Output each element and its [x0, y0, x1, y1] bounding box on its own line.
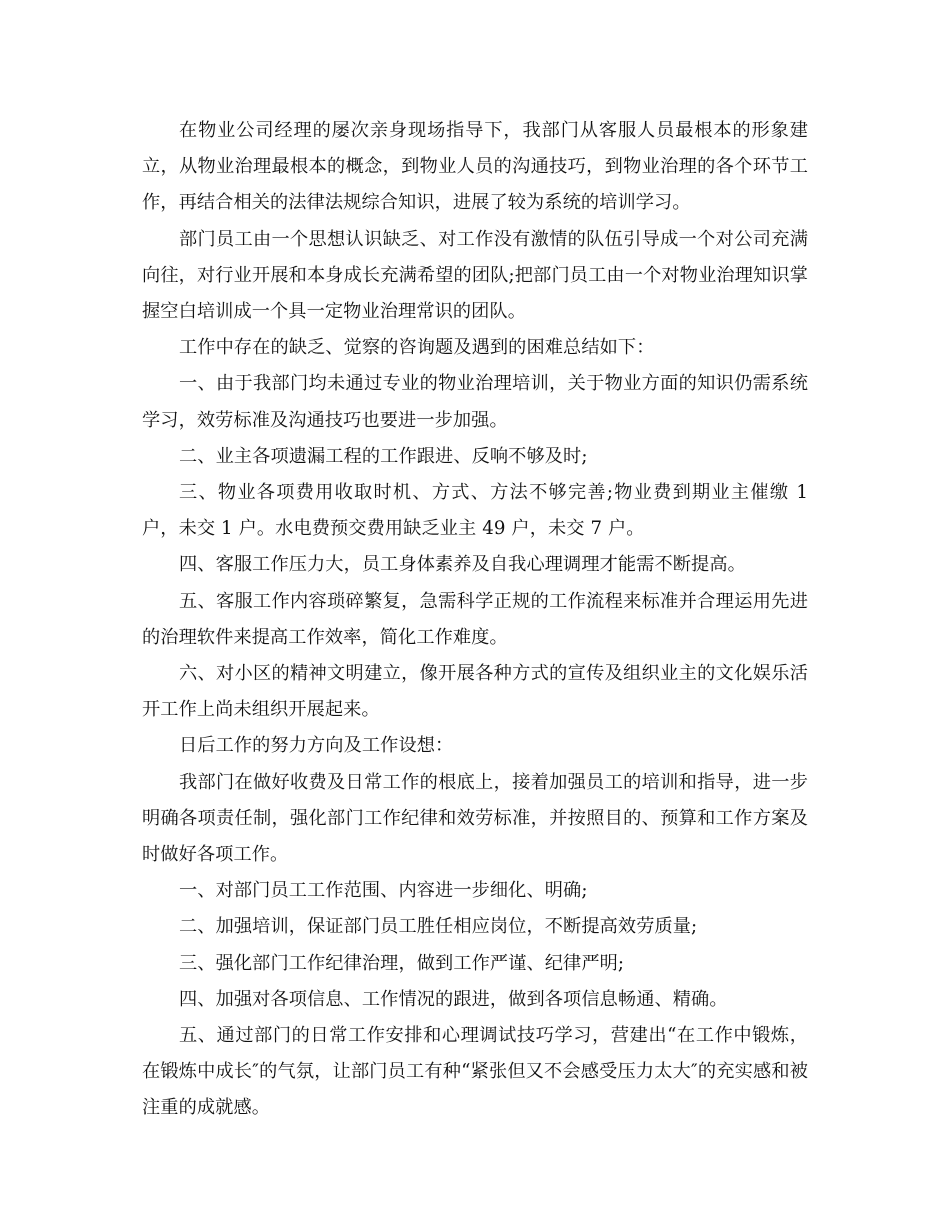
paragraph-plan-2: 二、加强培训，保证部门员工胜任相应岗位，不断提高效劳质量;	[179, 916, 698, 938]
paragraph-problem-2: 二、业主各项遗漏工程的工作跟进、反响不够及时;	[179, 445, 588, 467]
paragraph-plan-1: 一、对部门员工工作范围、内容进一步细化、明确;	[179, 880, 588, 902]
paragraph-plans-heading: 日后工作的努力方向及工作设想：	[179, 735, 454, 757]
paragraph-plan-5: 五、通过部门的日常工作安排和心理调试技巧学习，营建出“在工作中锻炼，在锻炼中成长″的气氛，让部门员工有种“紧张但又不会感受压力太大″的充实感和被注重的成就感。	[142, 1025, 808, 1119]
paragraph-plan-3: 三、强化部门工作纪律治理，做到工作严谨、纪律严明;	[179, 952, 625, 974]
paragraph-problem-6: 六、对小区的精神文明建立，像开展各种方式的宣传及组织业主的文化娱乐活开工作上尚未组织开展起来。	[142, 663, 808, 721]
paragraph-team-growth: 部门员工由一个思想认识缺乏、对工作没有激情的队伍引导成一个对公司充满向往，对行业开展和本身成长充满希望的团队;把部门员工由一个对物业治理知识掌握空白培训成一个具一定物业治理常识的团队。	[142, 228, 808, 323]
paragraph-problem-4: 四、客服工作压力大，员工身体素养及自我心理调理才能需不断提高。	[179, 554, 746, 576]
paragraph-plan-4: 四、加强对各项信息、工作情况的跟进，做到各项信息畅通、精确。	[179, 988, 728, 1010]
paragraph-problem-3: 三、物业各项费用收取时机、方式、方法不够完善;物业费到期业主催缴 1 户，未交 1 户。水电费预交费用缺乏业主 49 户，未交 7 户。	[142, 482, 808, 540]
paragraph-plans-intro: 我部门在做好收费及日常工作的根底上，接着加强员工的培训和指导，进一步明确各项责任制，强化部门工作纪律和效劳标准，并按照目的、预算和工作方案及时做好各项工作。	[142, 771, 808, 866]
paragraph-problem-5: 五、客服工作内容琐碎繁复，急需科学正规的工作流程来标准并合理运用先进的治理软件来提高工作效率，简化工作难度。	[142, 590, 808, 648]
paragraph-problem-1: 一、由于我部门均未通过专业的物业治理培训，关于物业方面的知识仍需系统学习，效劳标准及沟通技巧也要进一步加强。	[142, 373, 808, 431]
document-body	[142, 113, 808, 1127]
paragraph-problems-heading: 工作中存在的缺乏、觉察的咨询题及遇到的困难总结如下：	[179, 337, 655, 359]
paragraph-training-intro: 在物业公司经理的屡次亲身现场指导下，我部门从客服人员最根本的形象建立，从物业治理最根本的概念，到物业人员的沟通技巧，到物业治理的各个环节工作，再结合相关的法律法规综合知识，进展了较为系统的培训学习。	[142, 120, 808, 214]
